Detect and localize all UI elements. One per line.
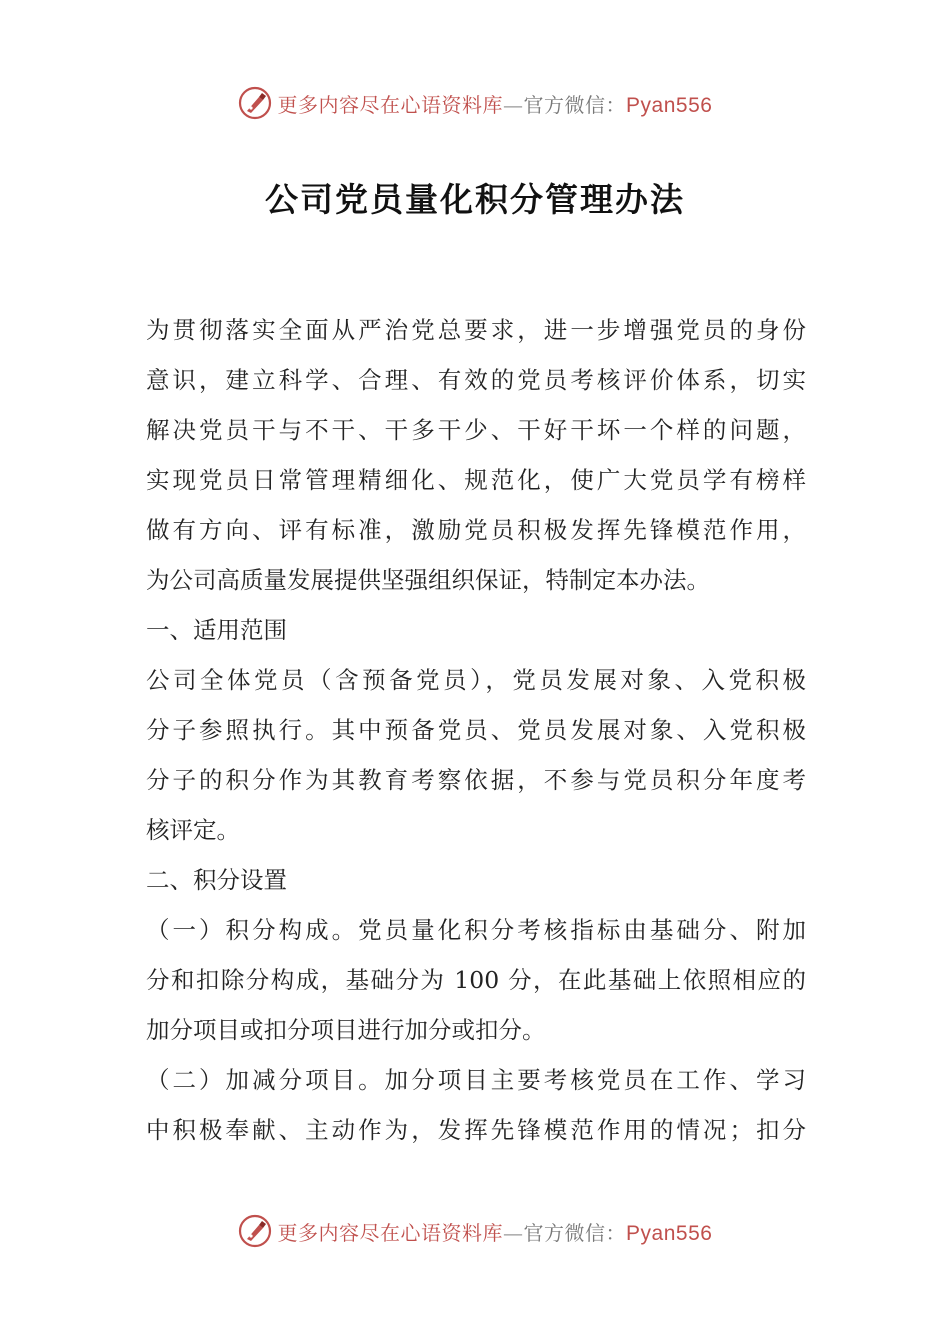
watermark-text [278, 1217, 713, 1246]
body-line: 做有方向、评有标准，激励党员积极发挥先锋模范作用， [146, 516, 806, 544]
document-title: 公司党员量化积分管理办法 [265, 180, 685, 219]
body-line: 公司全体党员（含预备党员），党员发展对象、入党积极 [146, 666, 806, 694]
body-line: 分子的积分作为其教育考察依据，不参与党员积分年度考 [146, 766, 806, 794]
body-line: 分子参照执行。其中预备党员、党员发展对象、入党积极 [146, 716, 806, 744]
body-line: （二）加减分项目。加分项目主要考核党员在工作、学习 [146, 1066, 806, 1094]
header-watermark [0, 83, 950, 123]
body-line: （一）积分构成。党员量化积分考核指标由基础分、附加 [146, 916, 806, 944]
watermark-site: 更多内容尽在心语资料库 [277, 1220, 504, 1245]
pen-nib-icon [238, 1214, 272, 1248]
watermark-id: Pyan556 [626, 93, 713, 117]
watermark-dash: — [503, 1220, 524, 1245]
body-line: 解决党员干与不干、干多干少、干好干坏一个样的问题， [146, 416, 806, 444]
body-line: 中积极奉献、主动作为，发挥先锋模范作用的情况；扣分 [146, 1116, 806, 1144]
body-line: 分和扣除分构成，基础分为 100 分，在此基础上依照相应的 [146, 966, 806, 994]
watermark-dash: — [503, 92, 524, 117]
body-line: 为贯彻落实全面从严治党总要求，进一步增强党员的身份 [146, 316, 806, 344]
watermark-site: 更多内容尽在心语资料库 [277, 92, 504, 117]
footer-watermark [0, 1211, 950, 1251]
document-body [146, 305, 806, 1155]
watermark-label: 官方微信： [523, 92, 627, 117]
watermark-text [278, 89, 713, 118]
watermark-id: Pyan556 [626, 1221, 713, 1245]
body-line: 意识，建立科学、合理、有效的党员考核评价体系，切实 [146, 366, 806, 394]
pen-nib-icon [238, 86, 272, 120]
body-line: 加分项目或扣分项目进行加分或扣分。 [146, 1016, 546, 1044]
section-heading: 二、积分设置 [146, 866, 287, 894]
body-line: 为公司高质量发展提供坚强组织保证，特制定本办法。 [146, 566, 710, 594]
watermark-label: 官方微信： [523, 1220, 627, 1245]
body-line: 实现党员日常管理精细化、规范化，使广大党员学有榜样 [146, 466, 806, 494]
body-line: 核评定。 [146, 816, 240, 844]
section-heading: 一、适用范围 [146, 616, 287, 644]
